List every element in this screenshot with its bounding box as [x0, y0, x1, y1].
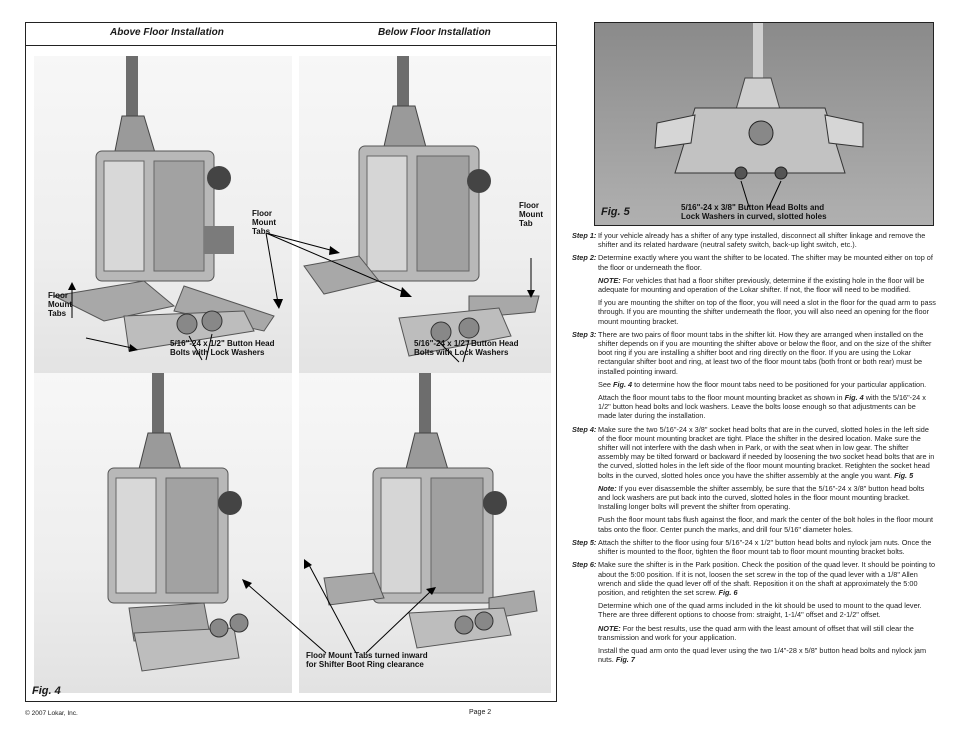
- step-6-note: [598, 624, 936, 642]
- note-text: For vehicles that had a floor shifter previously, determine if the existing hole in the floor will be adequate for mounting and operation of the Lokar shifter. If not, the floor will need to be modified.: [598, 275, 925, 295]
- note-text: For the best results, use the quad arm with the least amount of offset that will still clear the transmission and work for your application.: [598, 623, 914, 642]
- step-6-paragraph-2: [598, 646, 936, 664]
- fig5-panel: [594, 22, 934, 226]
- fig5-label: Fig. 5: [601, 206, 630, 218]
- step-2-note: [598, 276, 936, 294]
- note-text: If you ever disassemble the shifter assembly, be sure that the 5/16"-24 x 3/8" button head bolts and lock washers are put back into the curved, slotted holes in the floor mount mounting bracket. Installing longer bolts will prevent the shifter from operating.: [598, 483, 925, 512]
- step-label: Step 6:: [572, 560, 597, 570]
- fig5-illustration: [595, 23, 934, 226]
- shifter-illustration: [299, 56, 551, 386]
- footer-page-number: Page 2: [469, 709, 492, 716]
- callout-bolts-left: 5/16"-24 x 1/2" Button Head Bolts with Lock Washers: [170, 339, 275, 357]
- step-label: Step 1:: [572, 231, 597, 240]
- step-2-paragraph: If you are mounting the shifter on top of the floor, you will need a slot in the floor for the quad arm to pass through. If you are mounting the shifter underneath the floor, you will also need an opening for the floor mount mounting bracket.: [598, 298, 936, 326]
- figure-reference: Fig. 7: [615, 655, 635, 665]
- text: Install the quad arm onto the quad lever using the two 1/4"-28 x 5/8" button head bolts and nylock jam nuts.: [598, 645, 927, 665]
- photo-below-floor-tabs-out: [299, 56, 551, 386]
- text: Attach the floor mount tabs to the floor mount mounting bracket as shown in: [598, 393, 843, 403]
- callout-floor-mount-tabs-left: Floor Mount Tabs: [48, 291, 72, 318]
- step-3: [572, 330, 936, 376]
- leader-lines-center: [256, 223, 416, 333]
- step-label: Step 4:: [572, 424, 597, 434]
- step-text: If your vehicle already has a shifter of any type installed, disconnect all shifter linkage and remove the shifter and its related hardware (neutral safety switch, back-up light switch, etc.).: [598, 231, 926, 250]
- step-4-paragraph: Push the floor mount tabs flush against the floor, and mark the center of the bolt holes in the floor mount tabs onto the floor. Center punch the marks, and drill four 5/16" diameter holes.: [598, 515, 934, 534]
- callout-floor-mount-tab-right: Floor Mount Tab: [519, 201, 543, 228]
- step-text: There are two pairs of floor mount tabs in the shifter kit. How they are arranged when installed on the shifter depends on if you are mounting the shifter above or below the floor, and on the size of the shifter boot ring if you are installing a shifter boot and ring directly on the floor. If you are using the Lokar rectangular shifter boot and ring, at least two of the floor mount tabs (both front or both rear) must be installed pointing inward.: [598, 329, 932, 376]
- step-text: Make sure the shifter is in the Park position. Check the position of the quad lever. It should be pointing to about the 5:00 position. If it is not, loosen the set screw in the top of the quad lever with a 1/8" Allen wrench and slide the quad lever off of the shaft. Reposition it on the shaft at approximately the 5:00 position, and retighten the set screw.: [598, 560, 936, 597]
- step-4-note: [598, 484, 936, 512]
- figure-reference: Fig. 5: [894, 470, 914, 480]
- callout-tabs-inward: Floor Mount Tabs turned inward for Shifter Boot Ring clearance: [306, 651, 428, 669]
- footer-copyright: © 2007 Lokar, Inc.: [25, 710, 78, 717]
- header-above-floor: Above Floor Installation: [110, 27, 224, 38]
- note-label: NOTE:: [598, 623, 621, 633]
- step-1: [572, 231, 936, 249]
- step-3-paragraph-2: [598, 393, 936, 421]
- header-below-floor: Below Floor Installation: [378, 27, 491, 38]
- step-label: Step 5:: [572, 537, 597, 547]
- text: See: [598, 379, 611, 389]
- fig4-panel: [25, 22, 557, 702]
- callout-floor-mount-tabs-top: Floor Mount Tabs: [252, 209, 276, 236]
- note-label: NOTE:: [598, 275, 621, 285]
- fig4-header: [26, 23, 556, 46]
- text: with the 5/16"-24 x 1/2" button head bolts and lock washers. Leave the bolts loose enough so that adjustments can be made later during the installation.: [598, 393, 926, 421]
- installation-steps: [572, 231, 936, 668]
- step-2: [572, 253, 936, 271]
- figure-reference: Fig. 4: [613, 379, 633, 389]
- callout-fig5-bolts: 5/16"-24 x 3/8" Button Head Bolts and Lock Washers in curved, slotted holes: [681, 203, 827, 221]
- step-4: [572, 425, 936, 480]
- step-text: Determine exactly where you want the shifter to be located. The shifter may be mounted either on top of the floor or underneath the floor.: [598, 253, 933, 272]
- note-label: Note:: [598, 483, 617, 493]
- fig4-label: Fig. 4: [32, 685, 61, 697]
- callout-bolts-right: 5/16"-24 x 1/2" Button Head Bolts with Lock Washers: [414, 339, 519, 357]
- figure-reference: Fig. 6: [718, 587, 738, 597]
- step-5: [572, 538, 936, 556]
- step-label: Step 2:: [572, 253, 597, 263]
- step-6-paragraph-1: Determine which one of the quad arms included in the kit should be used to mount to the quad lever. There are three different options to choose from: straight, 1-1/4" offset and 2-1/2" offset.: [598, 601, 922, 620]
- step-text: Make sure the two 5/16"-24 x 3/8" socket head bolts that are in the curved, slotted holes in the left side of the floor mount mounting bracket are tight. Place the shifter in the desired location. Make sure the shifter will not interfere with the dash when in Park, or with the seat when in low gear. The shifter assembly may be tilted forward or backward if needed by loosening the two socket head bolts that are in the curved, slotted holes in the left side of the floor mount mounting bracket. Retighten the socket head bolts in the curved, slotted holes once you have the shifter assembly at the angle you want.: [598, 424, 935, 480]
- text: to determine how the floor mount tabs need to be positioned for your particular application.: [634, 379, 927, 389]
- step-3-paragraph-1: [598, 380, 936, 389]
- step-6: [572, 560, 936, 597]
- step-text: Attach the shifter to the floor using four 5/16"-24 x 1/2" button head bolts and nylock jam nuts. Once the shifter is mounted to the floor, tighten the floor mount tab to floor mount mounting bracket bolts.: [598, 537, 932, 557]
- figure-reference: Fig. 4: [844, 393, 864, 403]
- step-label: Step 3:: [572, 329, 597, 339]
